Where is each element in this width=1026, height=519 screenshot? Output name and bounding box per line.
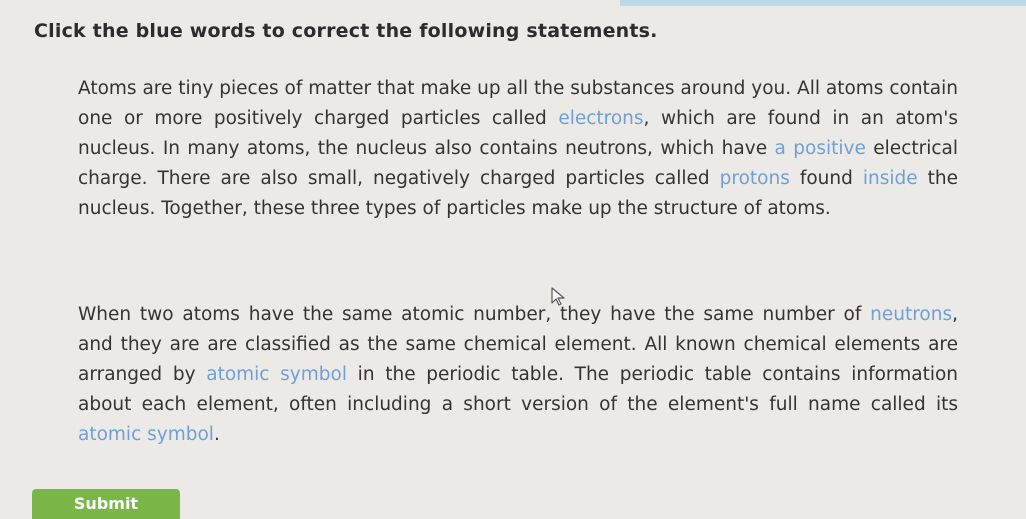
paragraph-1-text-1: Atoms are tiny pieces of matter that make up all the substances around you. All atoms contain one or more positively charged particles called bbox=[78, 78, 958, 129]
blue-word-a-positive[interactable]: a positive bbox=[774, 138, 866, 159]
blue-word-neutrons[interactable]: neutrons bbox=[870, 304, 953, 325]
paragraph-2-text-3: in the periodic table. The periodic table contains information about each element, often including a short version of the element's full name called its bbox=[78, 364, 959, 415]
paragraph-2-text-2: , and they are are classified as the same chemical element. All known chemical elements are arranged by bbox=[78, 304, 958, 385]
paragraph-2-text-1: When two atoms have the same atomic number, they have the same number of bbox=[78, 304, 871, 325]
paragraph-2-text-4: . bbox=[213, 424, 220, 445]
paragraph-1-text-4: found bbox=[789, 168, 863, 189]
blue-word-protons[interactable]: protons bbox=[719, 168, 790, 189]
paragraph-1-text-5: the nucleus. Together, these three types of particles make up the structure of atoms. bbox=[78, 168, 958, 219]
blue-word-electrons[interactable]: electrons bbox=[558, 108, 644, 129]
top-accent-bar bbox=[620, 0, 1026, 6]
instruction-text: Click the blue words to correct the following statements. bbox=[34, 20, 658, 42]
blue-word-inside[interactable]: inside bbox=[862, 168, 918, 189]
blue-word-atomic-symbol-1[interactable]: atomic symbol bbox=[206, 364, 347, 385]
paragraph-1 bbox=[78, 74, 958, 224]
blue-word-atomic-symbol-2[interactable]: atomic symbol bbox=[78, 424, 214, 445]
paragraph-1-text-3: electrical charge. There are also small, negatively charged particles called bbox=[78, 138, 959, 189]
submit-button[interactable]: Submit bbox=[32, 489, 180, 519]
paragraph-2 bbox=[78, 300, 958, 450]
paragraph-1-text-2: , which are found in an atom's nucleus. In many atoms, the nucleus also contains neutrons, which have bbox=[78, 108, 958, 159]
